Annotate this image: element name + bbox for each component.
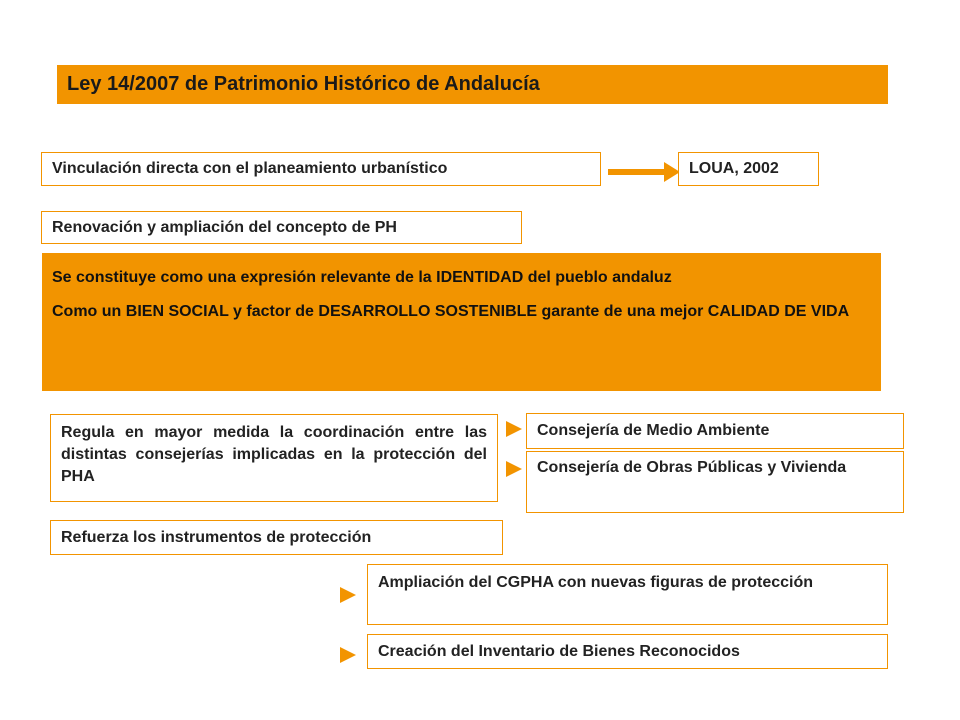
vinculacion-box: Vinculación directa con el planeamiento urbanístico bbox=[41, 152, 601, 186]
renovacion-box: Renovación y ampliación del concepto de PH bbox=[41, 211, 522, 244]
arrow-right-icon bbox=[506, 421, 522, 437]
consejeria-medio-ambiente: Consejería de Medio Ambiente bbox=[526, 413, 904, 449]
consejeria-obras-publicas: Consejería de Obras Públicas y Vivienda bbox=[526, 451, 904, 513]
page-title: Ley 14/2007 de Patrimonio Histórico de Andalucía bbox=[57, 65, 888, 104]
coordinacion-box: Regula en mayor medida la coordinación entre las distintas consejerías implicadas en la protección del PHA bbox=[50, 414, 498, 502]
identidad-text: Se constituye como una expresión relevante de la IDENTIDAD del pueblo andaluz bbox=[52, 269, 672, 286]
bien-social-text: Como un BIEN SOCIAL y factor de DESARROLLO SOSTENIBLE garante de una mejor CALIDAD DE VIDA bbox=[52, 303, 850, 320]
proteccion-box: Refuerza los instrumentos de protección bbox=[50, 520, 503, 555]
arrow-right-icon bbox=[608, 160, 682, 184]
arrow-right-icon bbox=[340, 587, 356, 603]
loua-box: LOUA, 2002 bbox=[678, 152, 819, 186]
identidad-panel bbox=[42, 253, 881, 391]
cgpha-box: Ampliación del CGPHA con nuevas figuras de protección bbox=[367, 564, 888, 625]
inventario-box: Creación del Inventario de Bienes Reconocidos bbox=[367, 634, 888, 669]
arrow-right-icon bbox=[340, 647, 356, 663]
arrow-right-icon bbox=[506, 461, 522, 477]
